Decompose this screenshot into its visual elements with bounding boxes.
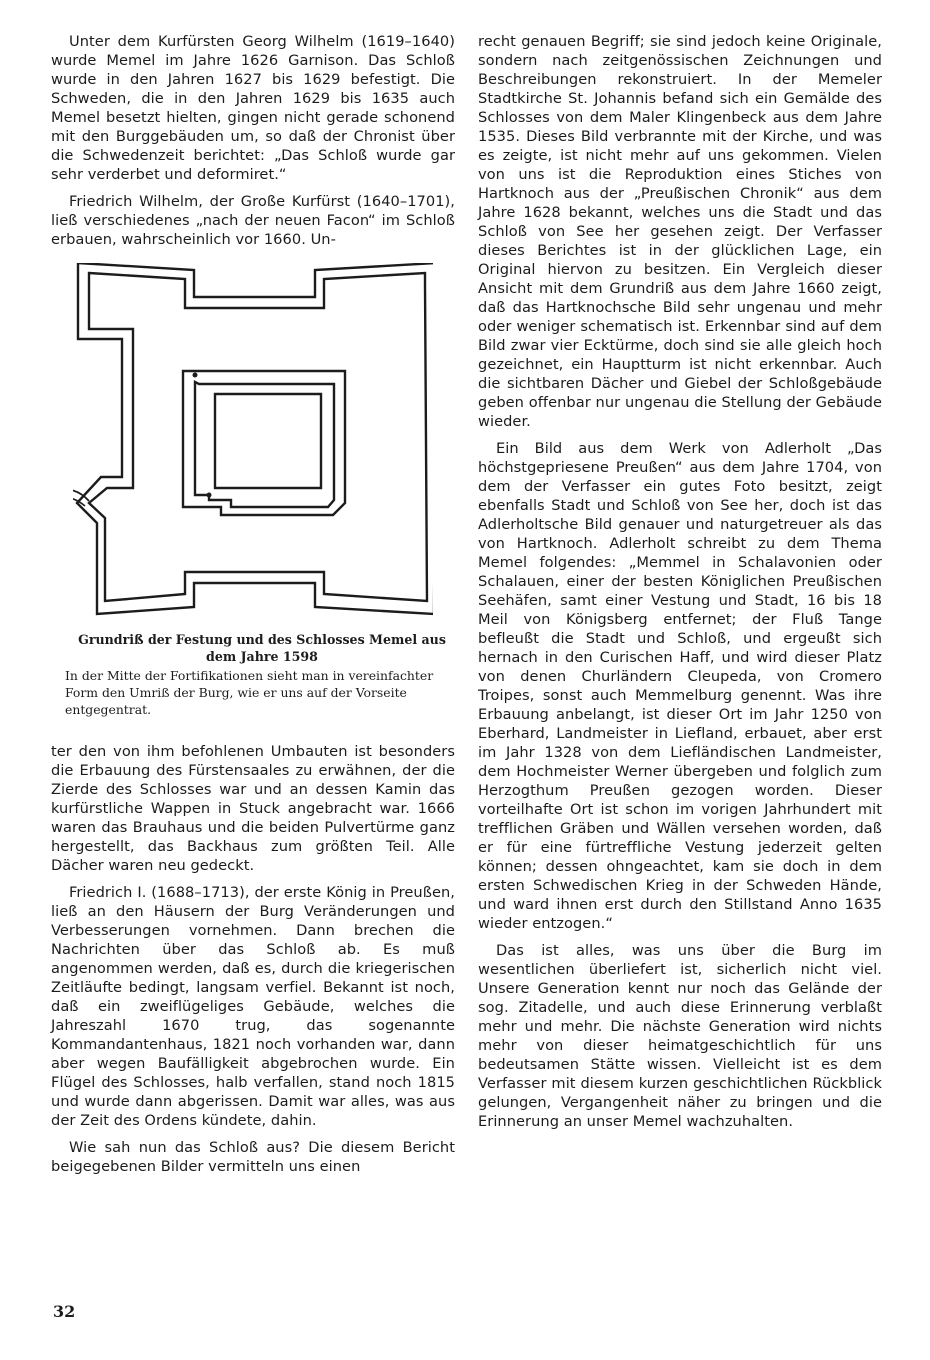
paragraph-fuerstensaal: ter den von ihm befohlenen Umbauten ist besonders die Erbauung des Fürstensaales zu erwähnen, der die Zierde des Schlosses war und an dessen Kamin das kurfürstliche Wappen in Stuck angebracht war. 1666 waren das Brauhaus und die beiden Pulvertürme ganz hergestellt, das Backhaus zum größten Teil. Alle Dächer waren neu gedeckt. bbox=[51, 743, 455, 874]
paragraph-kurfuerst-georg-wilhelm: Unter dem Kurfürsten Georg Wilhelm (1619–1640) wurde Memel im Jahre 1626 Garnison. Das Schloß wurde in den Jahren 1627 bis 1629 befestigt. Die Schweden, die in den Jahren 1629 bis 1635 auch Memel besetzt hielten, gingen nicht gerade schonend mit den Burggebäuden um, so daß der Chronist über die Schwedenzeit berichtet: „Das Schloß wurde gar sehr verderbet und deformiret.“ bbox=[51, 33, 455, 183]
fortress-plan-figure bbox=[51, 263, 455, 718]
inner-rampart-line bbox=[89, 273, 427, 601]
figure-caption-text: In der Mitte der Fortifikationen sieht man in vereinfachter Form den Umriß der Burg, wie er uns auf der Vorseite entgegentrat. bbox=[65, 668, 434, 717]
right-column bbox=[478, 32, 882, 1139]
outer-rampart-line bbox=[77, 263, 433, 614]
fortress-floor-plan bbox=[73, 263, 433, 621]
page-number: 32 bbox=[53, 1302, 76, 1321]
castle-courtyard bbox=[215, 394, 321, 488]
paragraph-hartknoch: recht genauen Begriff; sie sind jedoch keine Originale, sondern nach zeitgenössischen Zeichnungen und Beschreibungen rekonstruiert. In der Memeler Stadtkirche St. Johannis befand sich ein Gemälde des Schlosses von dem Maler Klingenbeck aus dem Jahre 1535. Dieses Bild verbrannte mit der Kirche, und was es zeigte, ist nicht mehr auf uns gekommen. Vielen von uns ist die Reproduktion eines Stiches von Hartknoch aus der „Preußischen Chronik“ aus dem Jahre 1628 bekannt, welches uns die Stadt und das Schloß von See her gesehen zeigt. Der Verfasser dieses Berichtes ist in der glücklichen Lage, ein Original hiervon zu besitzen. Ein Vergleich dieser Ansicht mit dem Grundriß aus dem Jahre 1660 zeigt, daß das Hartknochsche Bild sehr ungenau und mehr oder weniger schematisch ist. Erkennbar sind auf dem Bild zwar vier Ecktürme, doch sind sie alle gleich hoch gezeichnet, ein Hauptturm ist nicht erkennbar. Auch die sichtbaren Dächer und Giebel der Schloßgebäude geben offenbar nur ungenau die Stellung der Gebäude wieder. bbox=[478, 33, 882, 430]
paragraph-wie-sah-das-schloss-aus: Wie sah nun das Schloß aus? Die diesem Bericht beigegebenen Bilder vermitteln uns einen bbox=[51, 1139, 455, 1175]
paragraph-friedrich-i: Friedrich I. (1688–1713), der erste König in Preußen, ließ an den Häusern der Burg Veränderungen und Verbesserungen vornehmen. Dann brechen die Nachrichten über das Schloß ab. Es muß angenommen werden, daß es, durch die kriegerischen Zeitläufte bedingt, langsam verfiel. Bekannt ist noch, daß ein zweiflügeliges Gebäude, welches die Jahreszahl 1670 trug, das sogenannte Kommandantenhaus, 1821 noch vorhanden war, dann aber wegen Baufälligkeit abgebrochen wurde. Ein Flügel des Schlosses, halb verfallen, stand noch 1815 und wurde dann abgerissen. Damit war alles, was aus der Zeit des Ordens kündete, dahin. bbox=[51, 884, 455, 1129]
paragraph-schluss: Das ist alles, was uns über die Burg im wesentlichen überliefert ist, sicherlich nicht viel. Unsere Generation kennt nur noch das Gelände der sog. Zitadelle, und auch diese Erinnerung verblaßt mehr und mehr. Die nächste Generation wird nichts mehr von dieser heimatgeschichtlich für uns bedeutsamen Stätte wissen. Vielleicht ist es dem Verfasser mit diesem kurzen geschichtlichen Rückblick gelungen, Vergangenheit näher zu bringen und die Erinnerung an unser Memel wachzuhalten. bbox=[478, 942, 882, 1130]
paragraph-grosser-kurfuerst: Friedrich Wilhelm, der Große Kurfürst (1640–1701), ließ verschiedenes „nach der neuen Facon“ im Schloß erbauen, wahrscheinlich vor 1660. Un- bbox=[51, 193, 455, 248]
paragraph-adlerholt: Ein Bild aus dem Werk von Adlerholt „Das höchstgepriesene Preußen“ aus dem Jahre 1704, von dem der Verfasser ein gutes Foto besitzt, zeigt ebenfalls Stadt und Schloß von See her, doch ist das Adlerholtsche Bild genauer und naturgetreuer als das von Hartknoch. Adlerholt schreibt zu dem Thema Memel folgendes: „Memmel in Schalavonien oder Schalauen, einer der besten Königlichen Preußischen Seehäfen, samt einer Vestung und Stadt, 16 bis 18 Meil von Königsberg entfernet; der Fluß Tange befleußt die Stadt und Schloß, und ergeußt sich hernach in den Curischen Haff, und wird dieser Platz von denen Churländern Cleupeda, von Cromero Troipes, sonst auch Memmelburg genennt. Was ihre Erbauung anbelangt, ist dieser Ort im Jahr 1250 von Eberhard, Landmeister in Liefland, erbauet, aber erst im Jahr 1328 von dem Liefländischen Landmeister, dem Hochmeister Werner übergeben und folglich zum Herzogthum Preußen gezogen worden. Dieser vorteilhafte Ort ist schon im vorigen Jahrhundert mit trefflichen Gräben und Wällen versehen worden, daß er für eine fürtreffliche Vestung jederzeit gelten können; dessen ohngeachtet, kam sie doch in dem ersten Schwedischen Krieg in der Schweden Hände, und ward ihnen erst durch den Stillstand Anno 1635 wieder entzogen.“ bbox=[478, 440, 882, 932]
left-column bbox=[51, 32, 455, 1184]
figure-caption-title: Grundriß der Festung und des Schlosses Memel aus dem Jahre 1598 bbox=[78, 632, 446, 664]
